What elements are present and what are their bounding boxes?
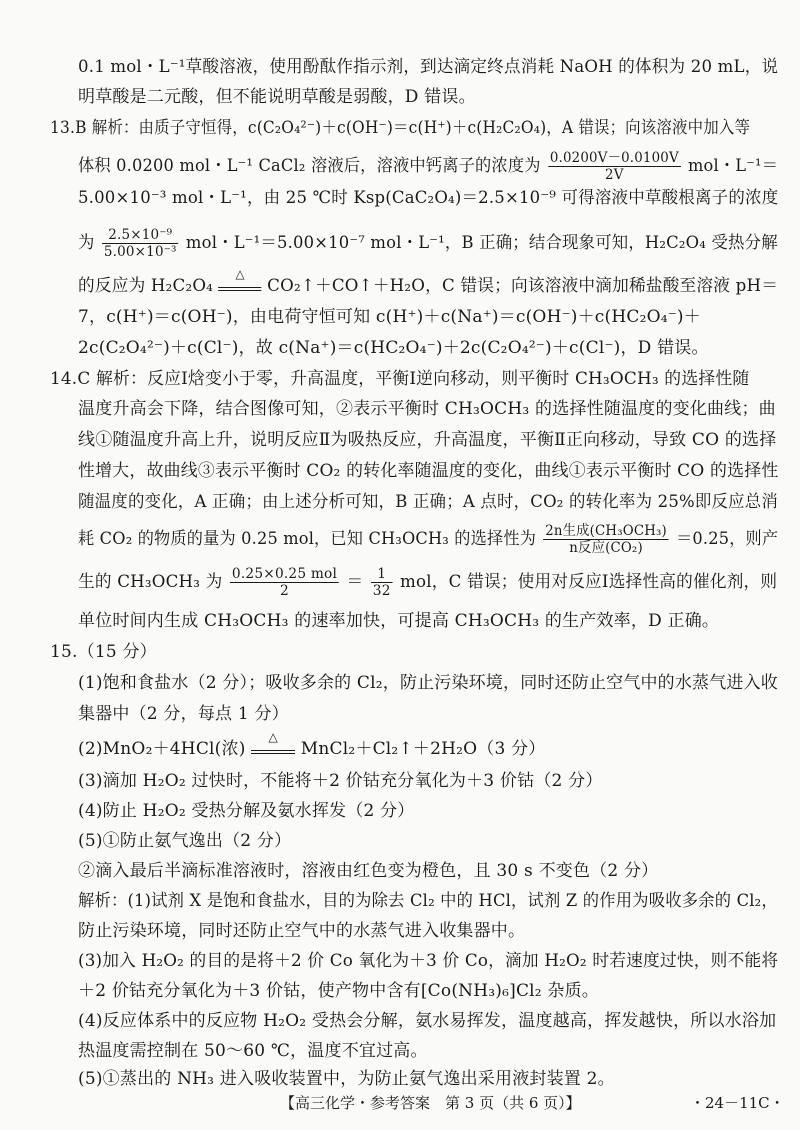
analysis-line: 解析：(1)试剂 X 是饱和食盐水，目的为除去 Cl₂ 中的 HCl，试剂 Z 的作用为吸收多余的 Cl₂，: [78, 891, 778, 911]
text-segment: 生的 CH₃OCH₃ 为: [78, 572, 223, 592]
text-segment: mol・L⁻¹＝5.00×10⁻⁷ mol・L⁻¹，B 正确；结合现象可知，H₂C₂O₄ 受热分解: [185, 233, 778, 253]
text-line: 防止污染环境，同时还防止空气中的水蒸气进入收集器中。: [78, 921, 526, 941]
text-segment: mol，C 错误；使用对反应Ⅰ选择性高的催化剂，则: [400, 572, 778, 592]
fraction-numerator: 2n生成(CH₃OCH₃): [545, 523, 667, 539]
text-line: 5.00×10⁻³ mol・L⁻¹，由 25 ℃时 Ksp(CaC₂O₄)＝2.5×10⁻⁹ 可得溶液中草酸根离子的浓度: [78, 188, 779, 208]
selectivity-fraction: [543, 523, 669, 556]
text-line: (3)滴加 H₂O₂ 过快时，不能将＋2 价钴充分氧化为＋3 价钴（2 分）: [78, 771, 603, 791]
fraction-numerator: 1: [371, 566, 393, 583]
text-line: 7，c(H⁺)＝c(OH⁻)，由电荷守恒可知 c(H⁺)＋c(Na⁺)＝c(OH⁻)＋c(HC₂O₄⁻)＋: [78, 307, 701, 327]
text-line: [78, 523, 778, 556]
calcium-fraction: [548, 150, 681, 183]
equals-bar: [251, 750, 295, 754]
text-segment: 耗 CO₂ 的物质的量为 0.25 mol，已知 CH₃OCH₃ 的选择性为: [78, 529, 537, 549]
text-line: [78, 227, 778, 260]
text-line: (1)饱和食盐水（2 分）；吸收多余的 Cl₂，防止污染环境，同时还防止空气中的水蒸气进入收: [78, 673, 778, 693]
product-fraction: [230, 566, 339, 599]
text-line: (4)防止 H₂O₂ 受热分解及氨水挥发（2 分）: [78, 801, 415, 821]
text-segment: ＝0.25，则产: [676, 529, 779, 549]
oxalate-fraction: [102, 227, 179, 260]
fraction-numerator: 0.25×0.25 mol: [231, 566, 338, 582]
fraction-denominator: 2V: [605, 167, 624, 183]
heat-symbol: △: [235, 267, 245, 281]
text-line: [78, 150, 778, 183]
text-line: (4)反应体系中的反应物 H₂O₂ 受热会分解，氨水易挥发，温度越高，挥发越快，所以水浴加: [78, 1011, 777, 1031]
text-line: [78, 267, 779, 297]
footer-code: ・24－11C・: [690, 1094, 785, 1112]
text-segment: (2)MnO₂＋4HCl(浓): [78, 739, 246, 759]
q13-line: 13.B 解析：由质子守恒得，c(C₂O₄²⁻)＋c(OH⁻)＝c(H⁺)＋c(H₂C₂O₄)，A 错误；向该溶液中加入等: [50, 118, 751, 138]
text-segment: CO₂↑＋CO↑＋H₂O，C 错误；向该溶液中滴加稀盐酸至溶液 pH＝: [267, 276, 779, 296]
equals-bar: [219, 287, 262, 291]
text-line: [78, 566, 777, 599]
text-line: 单位时间内生成 CH₃OCH₃ 的速率加快，可提高 CH₃OCH₃ 的生产效率，D 正确。: [78, 611, 720, 631]
text-segment: 体积 0.0200 mol・L⁻¹ CaCl₂ 溶液后，溶液中钙离子的浓度为: [78, 156, 541, 176]
text-line: 性增大，故曲线③表示平衡时 CO₂ 的转化率随温度的变化，曲线①表示平衡时 CO 的选择性: [78, 461, 779, 481]
text-line: 2c(C₂O₄²⁻)＋c(Cl⁻)，故 c(Na⁺)＝c(HC₂O₄⁻)＋2c(C₂O₄²⁻)＋c(Cl⁻)，D 错误。: [78, 338, 709, 358]
text-line: 明草酸是二元酸，但不能说明草酸是弱酸，D 错误。: [78, 87, 476, 107]
text-line: (3)加入 H₂O₂ 的目的是将＋2 价 Co 氧化为＋3 价 Co，滴加 H₂O₂ 时若速度过快，则不能将: [78, 951, 779, 971]
text-segment: MnCl₂＋Cl₂↑＋2H₂O（3 分）: [300, 739, 546, 759]
heat-symbol: △: [268, 730, 278, 744]
product-fraction-simplified: [371, 566, 393, 599]
heat-condition-arrow: [219, 267, 262, 291]
text-line: (5)①防止氨气逸出（2 分）: [78, 831, 292, 851]
fraction-denominator: 32: [372, 583, 391, 599]
text-line: 温度升高会下降，结合图像可知，②表示平衡时 CH₃OCH₃ 的选择性随温度的变化曲线；曲: [78, 399, 776, 419]
q15-line: 15.（15 分）: [50, 642, 157, 662]
text-line: 0.1 mol・L⁻¹草酸溶液，使用酚酞作指示剂，到达滴定终点消耗 NaOH 的体积为 20 mL，说: [78, 57, 779, 77]
fraction-denominator: 2: [280, 583, 289, 599]
text-line: (5)①蒸出的 NH₃ 进入吸收装置中，为防止氨气逸出采用液封装置 2。: [78, 1069, 615, 1089]
text-segment: 的反应为 H₂C₂O₄: [78, 276, 214, 296]
text-line: ②滴入最后半滴标准溶液时，溶液由红色变为橙色，且 30 s 不变色（2 分）: [78, 861, 659, 881]
q14-line: 14.C 解析：反应Ⅰ焓变小于零，升高温度，平衡Ⅰ逆向移动，则平衡时 CH₃OCH₃ 的选择性随: [50, 369, 750, 389]
text-segment: mol・L⁻¹＝: [687, 156, 779, 176]
fraction-numerator: 0.0200V－0.0100V: [549, 150, 679, 166]
text-line: 热温度需控制在 50～60 ℃，温度不宜过高。: [78, 1041, 428, 1061]
text-line: 线①随温度升高上升，说明反应Ⅱ为吸热反应，升高温度，平衡Ⅱ正向移动，导致 CO 的选择: [78, 430, 777, 450]
text-line: ＋2 价钴充分氧化为＋3 价钴，使产物中含有[Co(NH₃)₆]Cl₂ 杂质。: [78, 981, 600, 1001]
fraction-denominator: n反应(CO₂): [569, 540, 643, 556]
fraction-denominator: 5.00×10⁻³: [103, 244, 177, 260]
text-line: 随温度的变化，A 正确；由上述分析可知，B 正确；A 点时，CO₂ 的转化率为 25%即反应总消: [78, 492, 779, 512]
text-segment: 为: [78, 233, 95, 253]
fraction-numerator: 2.5×10⁻⁹: [102, 227, 179, 244]
footer-title: 【高三化学・参考答案 第 3 页（共 6 页）】: [280, 1094, 581, 1112]
heat-condition-arrow: [251, 730, 295, 754]
text-line: [78, 730, 546, 760]
equals-sign: ＝: [346, 572, 364, 592]
text-line: 集器中（2 分，每点 1 分）: [78, 704, 289, 724]
